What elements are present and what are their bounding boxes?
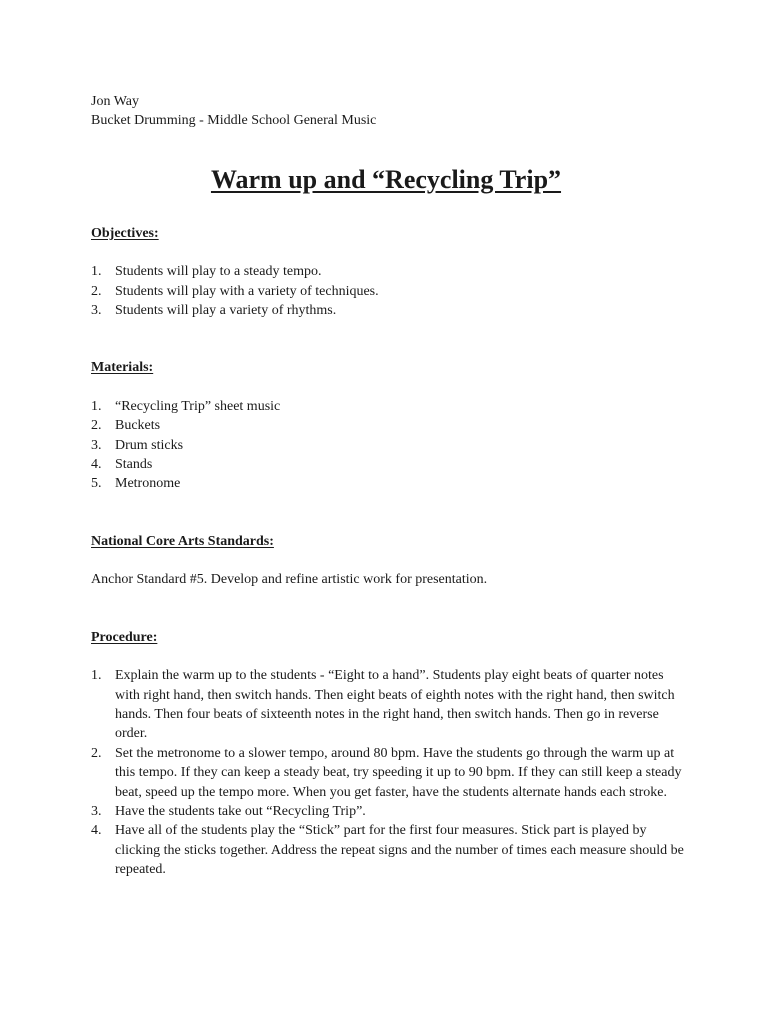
procedure-step <box>91 821 691 879</box>
list-number: 3. <box>91 303 102 319</box>
procedure-step <box>91 744 691 802</box>
standards-text: Anchor Standard #5. Develop and refine artistic work for presentation. <box>91 572 488 588</box>
material-text: Drum sticks <box>115 437 184 453</box>
objective-text: Students will play a variety of rhythms. <box>115 303 337 319</box>
objective-item <box>91 262 691 281</box>
objectives-heading: Objectives: <box>91 225 159 241</box>
materials-list <box>91 397 691 494</box>
materials-heading: Materials: <box>91 360 154 376</box>
document-title: Warm up and “Recycling Trip” <box>210 164 562 194</box>
list-number: 1. <box>91 264 102 280</box>
document-page <box>91 92 691 880</box>
procedure-text: Have the students take out “Recycling Trip”. <box>115 803 366 819</box>
list-number: 3. <box>91 803 102 819</box>
course-name: Bucket Drumming - Middle School General Music <box>91 113 377 129</box>
procedure-text: Explain the warm up to the students - “Eight to a hand”. Students play eight beats of quarter notes with right hand, then switch hands. Then eight beats of eighth notes with the right hand, then switch hands. Then four beats of sixteenth notes in the right hand, then switch hands. Then go in reverse order. <box>115 668 675 742</box>
procedure-step <box>91 802 691 821</box>
procedure-text: Set the metronome to a slower tempo, around 80 bpm. Have the students go through the warm up at this tempo. If they can keep a steady beat, try speeding it up to 90 bpm. If they can still keep a steady beat, speed up the tempo more. When you get faster, have the students alternate hands each stroke. <box>115 745 682 800</box>
list-number: 2. <box>91 283 102 299</box>
material-text: Stands <box>115 457 153 473</box>
material-text: “Recycling Trip” sheet music <box>115 398 281 414</box>
material-text: Buckets <box>115 418 161 434</box>
objective-item <box>91 282 691 301</box>
material-item <box>91 416 691 435</box>
material-item <box>91 474 691 493</box>
list-number: 2. <box>91 418 102 434</box>
material-item <box>91 397 691 416</box>
standards-heading: National Core Arts Standards: <box>91 533 274 549</box>
material-item <box>91 436 691 455</box>
objectives-list <box>91 262 691 320</box>
material-text: Metronome <box>115 476 181 492</box>
author-name: Jon Way <box>91 94 140 109</box>
procedure-text: Have all of the students play the “Stick” part for the first four measures. Stick part is played by clicking the sticks together. Address the repeat signs and the number of times each measure should be repeated. <box>115 823 684 878</box>
objective-text: Students will play to a steady tempo. <box>115 264 322 280</box>
list-number: 1. <box>91 668 102 684</box>
list-number: 2. <box>91 745 102 761</box>
objective-text: Students will play with a variety of techniques. <box>115 283 379 299</box>
list-number: 4. <box>91 823 102 839</box>
list-number: 4. <box>91 457 102 473</box>
objective-item <box>91 301 691 320</box>
procedure-list <box>91 666 691 879</box>
procedure-heading: Procedure: <box>91 629 158 645</box>
procedure-step <box>91 666 691 744</box>
list-number: 3. <box>91 437 102 453</box>
list-number: 5. <box>91 476 102 492</box>
list-number: 1. <box>91 398 102 414</box>
material-item <box>91 455 691 474</box>
